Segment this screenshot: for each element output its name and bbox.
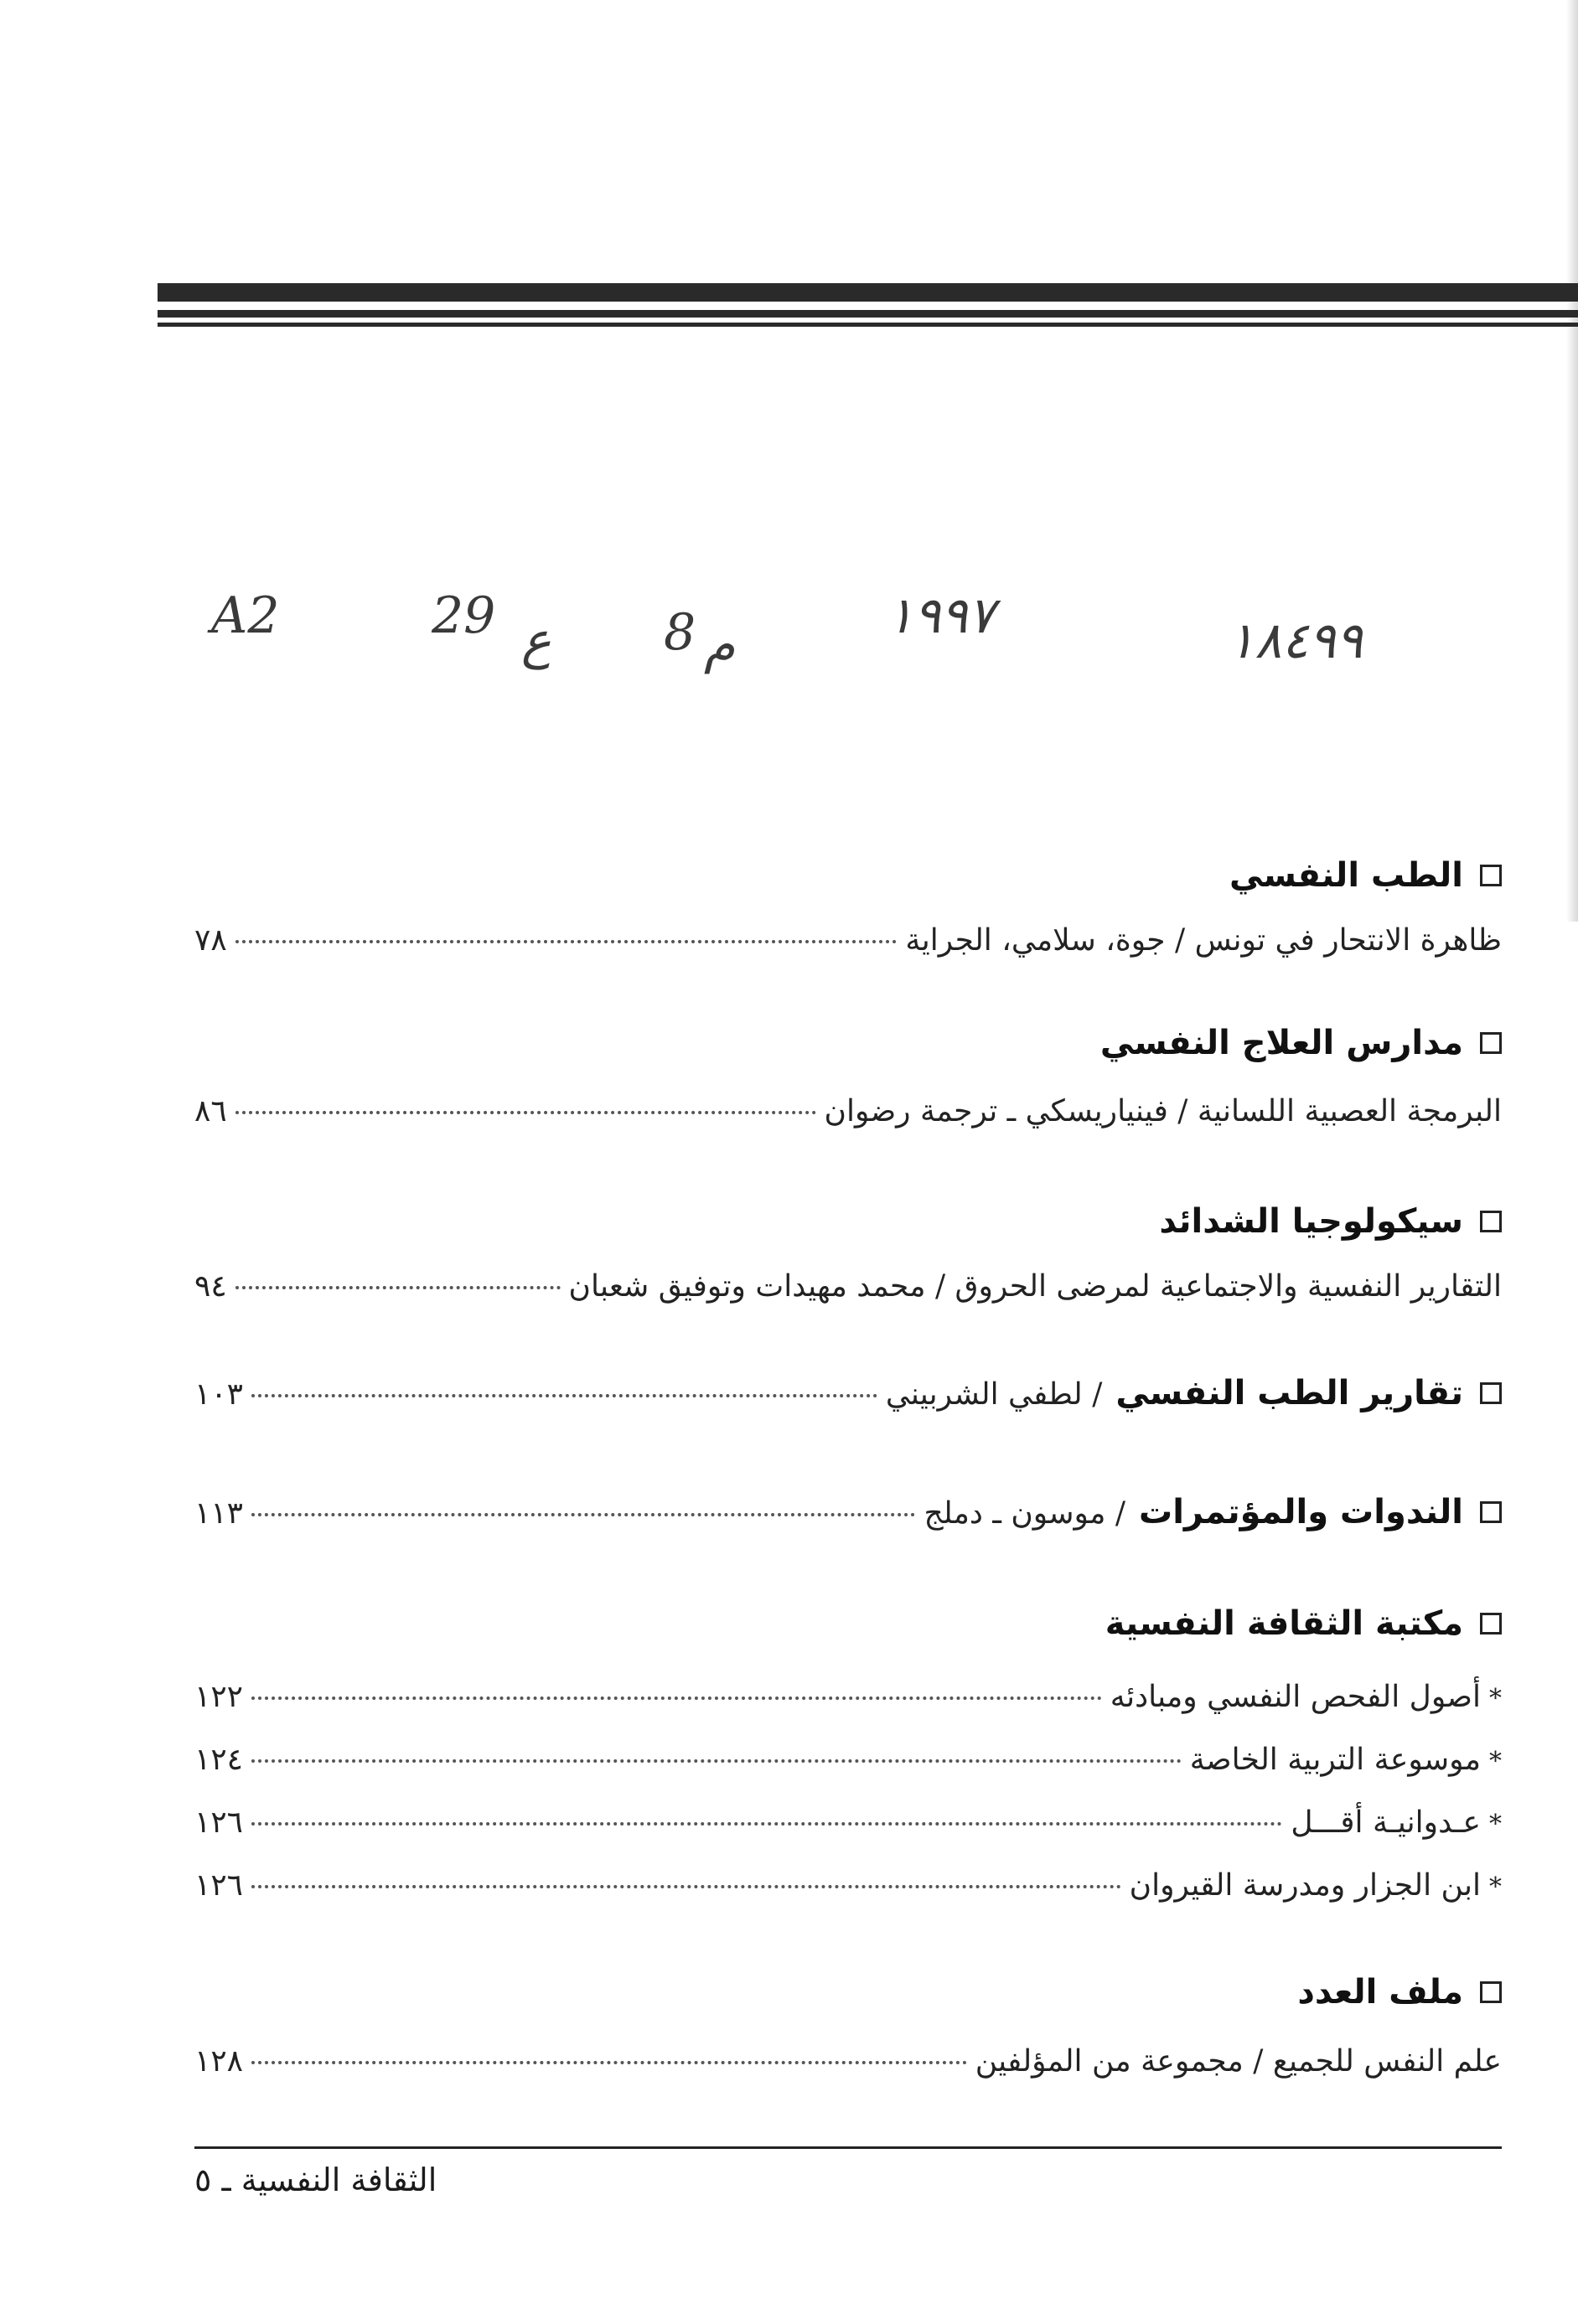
bullet-icon: *	[1489, 1810, 1502, 1839]
header-rule-thin	[158, 323, 1578, 327]
page-number: ١٠٣	[194, 1377, 244, 1412]
dot-leader	[251, 1697, 1102, 1700]
entry-text: ظاهرة الانتحار في تونس / جوة، سلامي، الجراية	[905, 923, 1502, 958]
checkbox-square-icon	[1480, 1032, 1502, 1054]
header-rule-thick	[158, 283, 1578, 302]
page-number: ١٢٢	[194, 1680, 244, 1714]
bullet-icon: *	[1489, 1747, 1502, 1776]
page-number: ٩٤	[194, 1269, 227, 1304]
section-heading	[1159, 1202, 1502, 1241]
entry-text: عـدوانيـة أقـــل	[1291, 1805, 1481, 1840]
handwritten-letter-m: م	[704, 616, 736, 674]
entry-text-wrapper	[1291, 1805, 1502, 1840]
entry-text: موسوعة التربية الخاصة	[1189, 1743, 1481, 1777]
toc-entry	[194, 1805, 1502, 1840]
page-footer: الثقافة النفسية ـ ٥	[194, 2161, 437, 2198]
entry-text: ابن الجزار ومدرسة القيروان	[1129, 1868, 1481, 1903]
handwritten-month: 8	[664, 603, 696, 662]
bullet-icon: *	[1489, 1872, 1502, 1902]
section-title: الندوات والمؤتمرات	[1139, 1493, 1463, 1531]
section-heading	[1105, 1604, 1502, 1643]
dot-leader	[251, 1759, 1182, 1763]
section-title: مكتبة الثقافة النفسية	[1105, 1604, 1463, 1643]
checkbox-square-icon	[1480, 1613, 1502, 1635]
header-rule-medium	[158, 310, 1578, 318]
toc-entry	[194, 1868, 1502, 1903]
handwritten-code: A2	[211, 586, 280, 645]
section-heading	[1229, 856, 1502, 895]
page-number: ٨٦	[194, 1094, 227, 1128]
toc-entry	[194, 1094, 1502, 1128]
page-number: ١٢٦	[194, 1868, 244, 1903]
checkbox-square-icon	[1480, 1981, 1502, 2003]
page-number: ١١٣	[194, 1496, 244, 1531]
inline-heading	[886, 1374, 1502, 1412]
entry-text-wrapper	[1190, 1743, 1502, 1777]
entry-author: / لطفي الشربيني	[885, 1377, 1103, 1412]
handwritten-year: ١٩٩٧	[887, 586, 995, 645]
handwritten-letter-a: ع	[521, 612, 551, 670]
toc-entry	[194, 923, 1502, 958]
dot-leader	[251, 2061, 967, 2064]
entry-text-wrapper	[1130, 1868, 1502, 1903]
page-number: ١٢٤	[194, 1743, 244, 1777]
bullet-icon: *	[1489, 1684, 1502, 1713]
page-number: ١٢٨	[194, 2044, 244, 2079]
page-edge-bleed	[1566, 0, 1578, 922]
page-number: ٧٨	[194, 923, 227, 958]
section-heading	[1100, 1024, 1502, 1062]
checkbox-square-icon	[1480, 1211, 1502, 1232]
inline-heading	[924, 1493, 1502, 1531]
dot-leader	[235, 1286, 561, 1289]
checkbox-square-icon	[1480, 1382, 1502, 1404]
entry-text: علم النفس للجميع / مجموعة من المؤلفين	[975, 2044, 1502, 2079]
entry-text: البرمجة العصبية اللسانية / فينياريسكي ـ ترجمة رضوان	[824, 1094, 1502, 1128]
dot-leader	[251, 1394, 877, 1397]
dot-leader	[251, 1513, 915, 1516]
dot-leader	[235, 940, 898, 943]
section-title: تقارير الطب النفسي	[1115, 1374, 1463, 1412]
dot-leader	[251, 1885, 1121, 1888]
entry-text: أصول الفحص النفسي ومبادئه	[1110, 1680, 1481, 1714]
toc-entry	[194, 2044, 1502, 2079]
checkbox-square-icon	[1480, 1501, 1502, 1523]
toc-entry	[194, 1743, 1502, 1777]
entry-author: / موسون ـ دملج	[924, 1496, 1126, 1531]
footer-rule	[194, 2146, 1502, 2149]
section-heading	[1297, 1973, 1502, 2012]
toc-entry	[194, 1269, 1502, 1304]
toc-entry	[194, 1680, 1502, 1714]
dot-leader	[251, 1822, 1282, 1826]
entry-text: التقارير النفسية والاجتماعية لمرضى الحروق / محمد مهيدات وتوفيق شعبان	[568, 1269, 1502, 1304]
entry-text-wrapper	[1110, 1680, 1502, 1714]
section-title: الطب النفسي	[1229, 856, 1463, 895]
handwritten-number: ١٨٤٩٩	[1228, 612, 1363, 670]
section-title: مدارس العلاج النفسي	[1099, 1024, 1463, 1062]
checkbox-square-icon	[1480, 865, 1502, 886]
toc-entry-inline	[194, 1374, 1502, 1412]
section-title: ملف العدد	[1297, 1973, 1463, 2012]
handwritten-day: 29	[432, 586, 496, 645]
toc-entry-inline	[194, 1493, 1502, 1531]
section-title: سيكولوجيا الشدائد	[1159, 1202, 1463, 1241]
dot-leader	[235, 1111, 816, 1114]
page-number: ١٢٦	[194, 1805, 244, 1840]
